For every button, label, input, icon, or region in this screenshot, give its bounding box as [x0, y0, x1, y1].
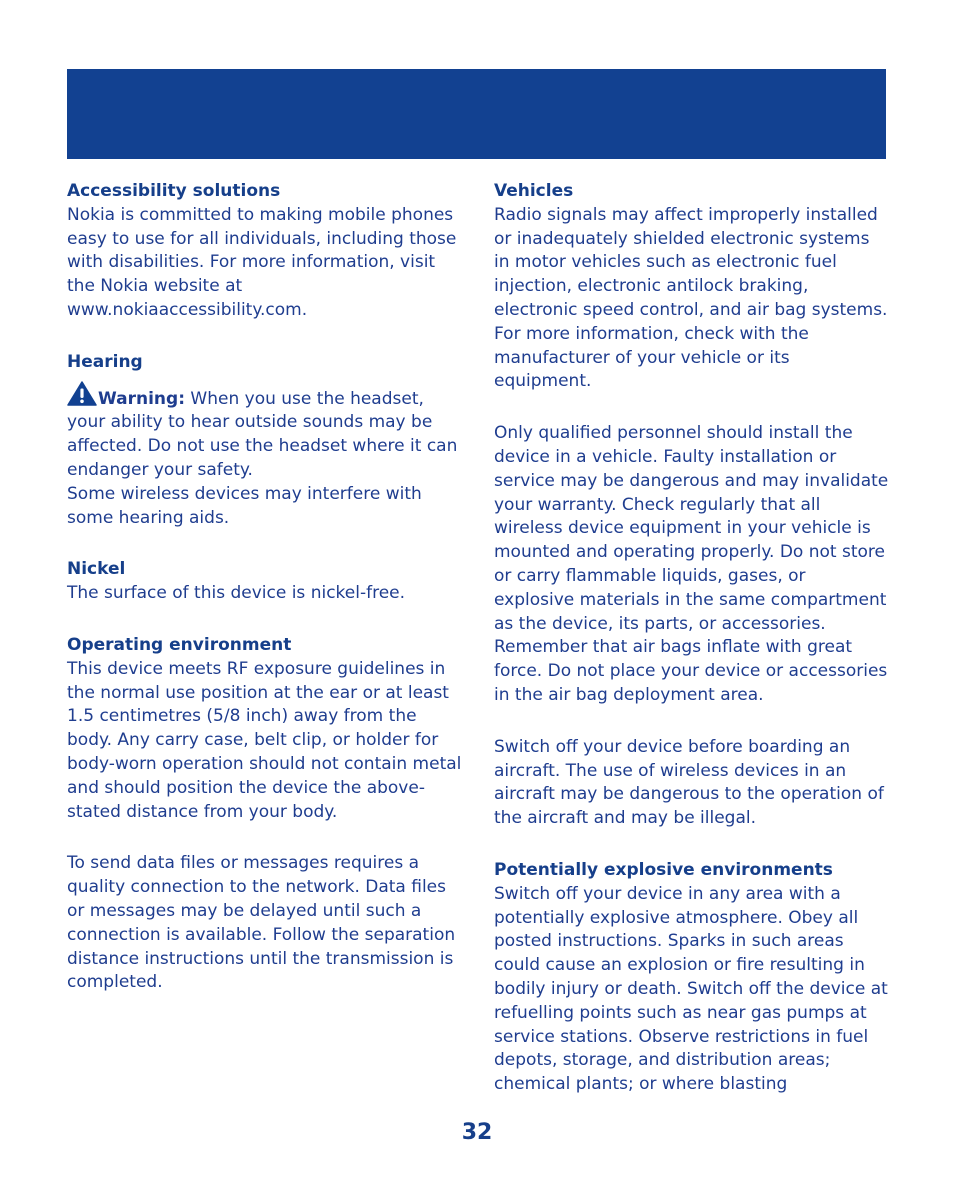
nickel-section: [67, 558, 463, 606]
hearing-body: Some wireless devices may interfere with some hearing aids.: [67, 483, 422, 528]
vehicles-heading: Vehicles: [494, 181, 574, 201]
nickel-body: The surface of this device is nickel-free.: [67, 583, 406, 604]
page-number: 32: [461, 1120, 493, 1145]
operating-body-2: To send data files or messages requires a quality connection to the network. Data files or messages may be delayed until such a connection is available. Follow the separation distance instructions until the transmission is completed.: [67, 853, 456, 993]
accessibility-body: Nokia is committed to making mobile phones easy to use for all individuals, including those with disabilities. For more information, visit the Nokia website at www.nokiaaccessibility.com.: [67, 204, 457, 320]
explosive-body: Switch off your device in any area with a potentially explosive atmosphere. Obey all posted instructions. Sparks in such areas could cause an explosion or fire resulting in bodily injury or death. Switch off the device at refuelling points such as near gas pumps at service stations. Observe restrictions in fuel depots, storage, and distribution areas; chemical plants; or where blasting: [494, 883, 888, 1095]
operating-section: [67, 634, 463, 995]
warning-icon: [67, 381, 97, 406]
header-band: [67, 69, 886, 159]
operating-body-1: This device meets RF exposure guidelines in the normal use position at the ear or at least 1.5 centimetres (5/8 inch) away from the body. Any carry case, belt clip, or holder for body-worn operation should not contain metal and should position the device the above-stated distance from your body.: [67, 658, 462, 822]
nickel-heading: Nickel: [67, 559, 126, 580]
operating-heading: Operating environment: [67, 634, 292, 655]
hearing-heading: Hearing: [67, 351, 143, 372]
accessibility-heading: Accessibility solutions: [67, 181, 281, 201]
vehicles-section: [494, 180, 890, 831]
left-column: [67, 180, 463, 1023]
vehicles-body-2: Only qualified personnel should install the device in a vehicle. Faulty installation or service may be dangerous and may invalidate your warranty. Check regularly that all wireless device equipment in your vehicle is mounted and operating properly. Do not store or carry flammable liquids, gases, or explosive materials in the same compartment as the device, its parts, or accessories. Remember that air bags inflate with great force. Do not place your device or accessories in the air bag deployment area.: [494, 423, 889, 705]
vehicles-body-1: Radio signals may affect improperly installed or inadequately shielded electronic systems in motor vehicles such as electronic fuel injection, electronic antilock braking, electronic speed control, and air bag systems. For more information, check with the manufacturer of your vehicle or its equipment.: [494, 204, 888, 392]
explosive-heading: Potentially explosive environments: [494, 859, 833, 880]
hearing-section: [67, 351, 463, 531]
right-column: [494, 180, 890, 1125]
explosive-section: [494, 859, 890, 1097]
hearing-warning: [67, 381, 463, 483]
accessibility-section: [67, 180, 463, 323]
warning-text: When you use the headset, your ability to hear outside sounds may be affected. Do not use the headset where it can endanger your safety.: [67, 388, 458, 480]
warning-label: Warning:: [98, 388, 186, 409]
vehicles-body-3: Switch off your device before boarding an aircraft. The use of wireless devices in an aircraft may be dangerous to the operation of the aircraft and may be illegal.: [494, 736, 884, 829]
